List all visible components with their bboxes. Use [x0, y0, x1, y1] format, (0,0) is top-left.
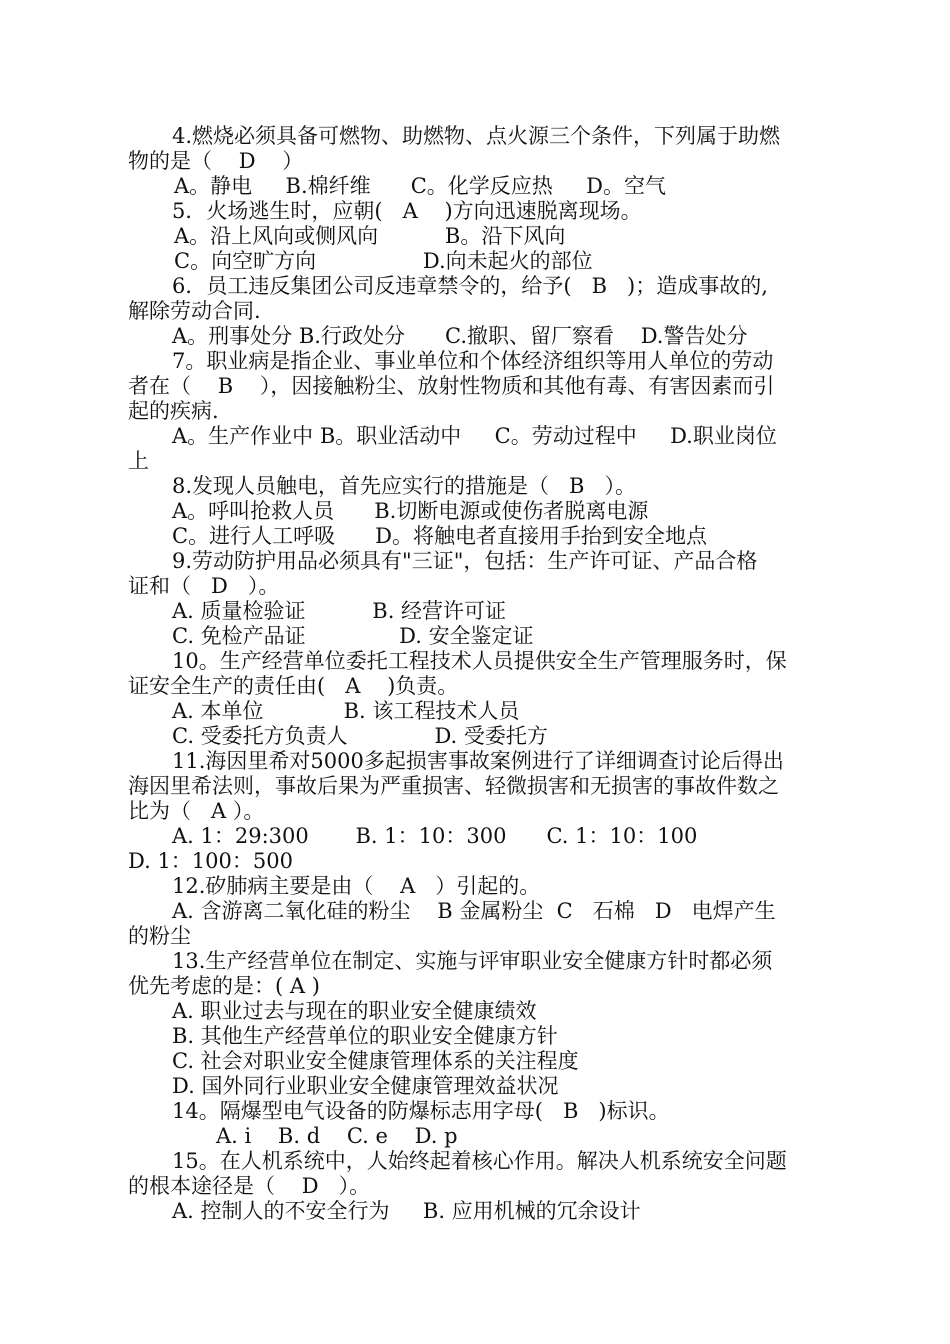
- text-line: 5．火场逃生时，应朝( A )方向迅速脱离现场。: [172, 199, 642, 223]
- text-line: 14。隔爆型电气设备的防爆标志用字母( B )标识。: [172, 1099, 670, 1123]
- text-line: 起的疾病.: [128, 399, 219, 423]
- text-line: 11.海因里希对5000多起损害事故案例进行了详细调查讨论后得出: [172, 749, 784, 773]
- text-line: 13.生产经营单位在制定、实施与评审职业安全健康方针时都必须: [172, 949, 773, 973]
- text-line: A. 含游离二氧化硅的粉尘 B 金属粉尘 C 石棉 D 电焊产生: [172, 899, 776, 923]
- text-line: 证和（ D ）。: [128, 574, 280, 598]
- text-line: 物的是（ D ）: [128, 149, 304, 173]
- text-line: 者在（ B ），因接触粉尘、放射性物质和其他有毒、有害因素而引: [128, 374, 775, 398]
- text-line: 4.燃烧必须具备可燃物、助燃物、点火源三个条件，下列属于助燃: [172, 124, 781, 148]
- text-line: C. 社会对职业安全健康管理体系的关注程度: [172, 1049, 579, 1073]
- text-line: A. 本单位 B. 该工程技术人员: [172, 699, 520, 723]
- text-line: 12.矽肺病主要是由（ A ）引起的。: [172, 874, 541, 898]
- text-line: 15。在人机系统中，人始终起着核心作用。解决人机系统安全问题: [172, 1149, 787, 1173]
- text-line: C. 免检产品证 D. 安全鉴定证: [172, 624, 534, 648]
- text-line: A. i B. d C. e D. p: [216, 1124, 458, 1148]
- text-line: A. 控制人的不安全行为 B. 应用机械的冗余设计: [172, 1199, 641, 1223]
- text-line: 海因里希法则，事故后果为严重损害、轻微损害和无损害的事故件数之: [128, 774, 779, 798]
- text-line: A。沿上风向或侧风向 B。沿下风向: [174, 224, 566, 248]
- text-line: A. 质量检验证 B. 经营许可证: [172, 599, 507, 623]
- text-line: 比为（ A ）。: [128, 799, 265, 823]
- text-line: 6．员工违反集团公司反违章禁令的，给予( B )；造成事故的,: [172, 274, 768, 298]
- text-line: 解除劳动合同.: [128, 299, 261, 323]
- text-line: A。静电 B.棉纤维 C。化学反应热 D。空气: [174, 174, 666, 198]
- text-line: A。刑事处分 B.行政处分 C.撤职、留厂察看 D.警告处分: [172, 324, 748, 348]
- text-line: D. 1：100：500: [128, 849, 293, 873]
- text-line: D. 国外同行业职业安全健康管理效益状况: [172, 1074, 559, 1098]
- text-line: 上: [128, 449, 149, 473]
- text-line: 的粉尘: [128, 924, 191, 948]
- text-line: C。进行人工呼吸 D。将触电者直接用手抬到安全地点: [172, 524, 707, 548]
- text-line: 证安全生产的责任由( A )负责。: [128, 674, 459, 698]
- text-line: A. 1：29:300 B. 1：10：300 C. 1：10：100: [172, 824, 698, 848]
- text-line: A。呼叫抢救人员 B.切断电源或使伤者脱离电源: [172, 499, 649, 523]
- text-line: C。向空旷方向 D.向未起火的部位: [174, 249, 593, 273]
- text-line: 的根本途径是（ D ）。: [128, 1174, 371, 1198]
- text-line: 8.发现人员触电，首先应实行的措施是（ B ）。: [172, 474, 637, 498]
- text-line: C. 受委托方负责人 D. 受委托方: [172, 724, 548, 748]
- text-line: 9.劳动防护用品必须具有"三证"，包括：生产许可证、产品合格: [172, 549, 758, 573]
- text-line: 优先考虑的是：( A ): [128, 974, 320, 998]
- text-line: 10。生产经营单位委托工程技术人员提供安全生产管理服务时，保: [172, 649, 787, 673]
- text-line: A。生产作业中 B。职业活动中 C。劳动过程中 D.职业岗位: [172, 424, 777, 448]
- text-line: 7。职业病是指企业、事业单位和个体经济组织等用人单位的劳动: [172, 349, 774, 373]
- text-line: B. 其他生产经营单位的职业安全健康方针: [172, 1024, 558, 1048]
- text-line: A. 职业过去与现在的职业安全健康绩效: [172, 999, 537, 1023]
